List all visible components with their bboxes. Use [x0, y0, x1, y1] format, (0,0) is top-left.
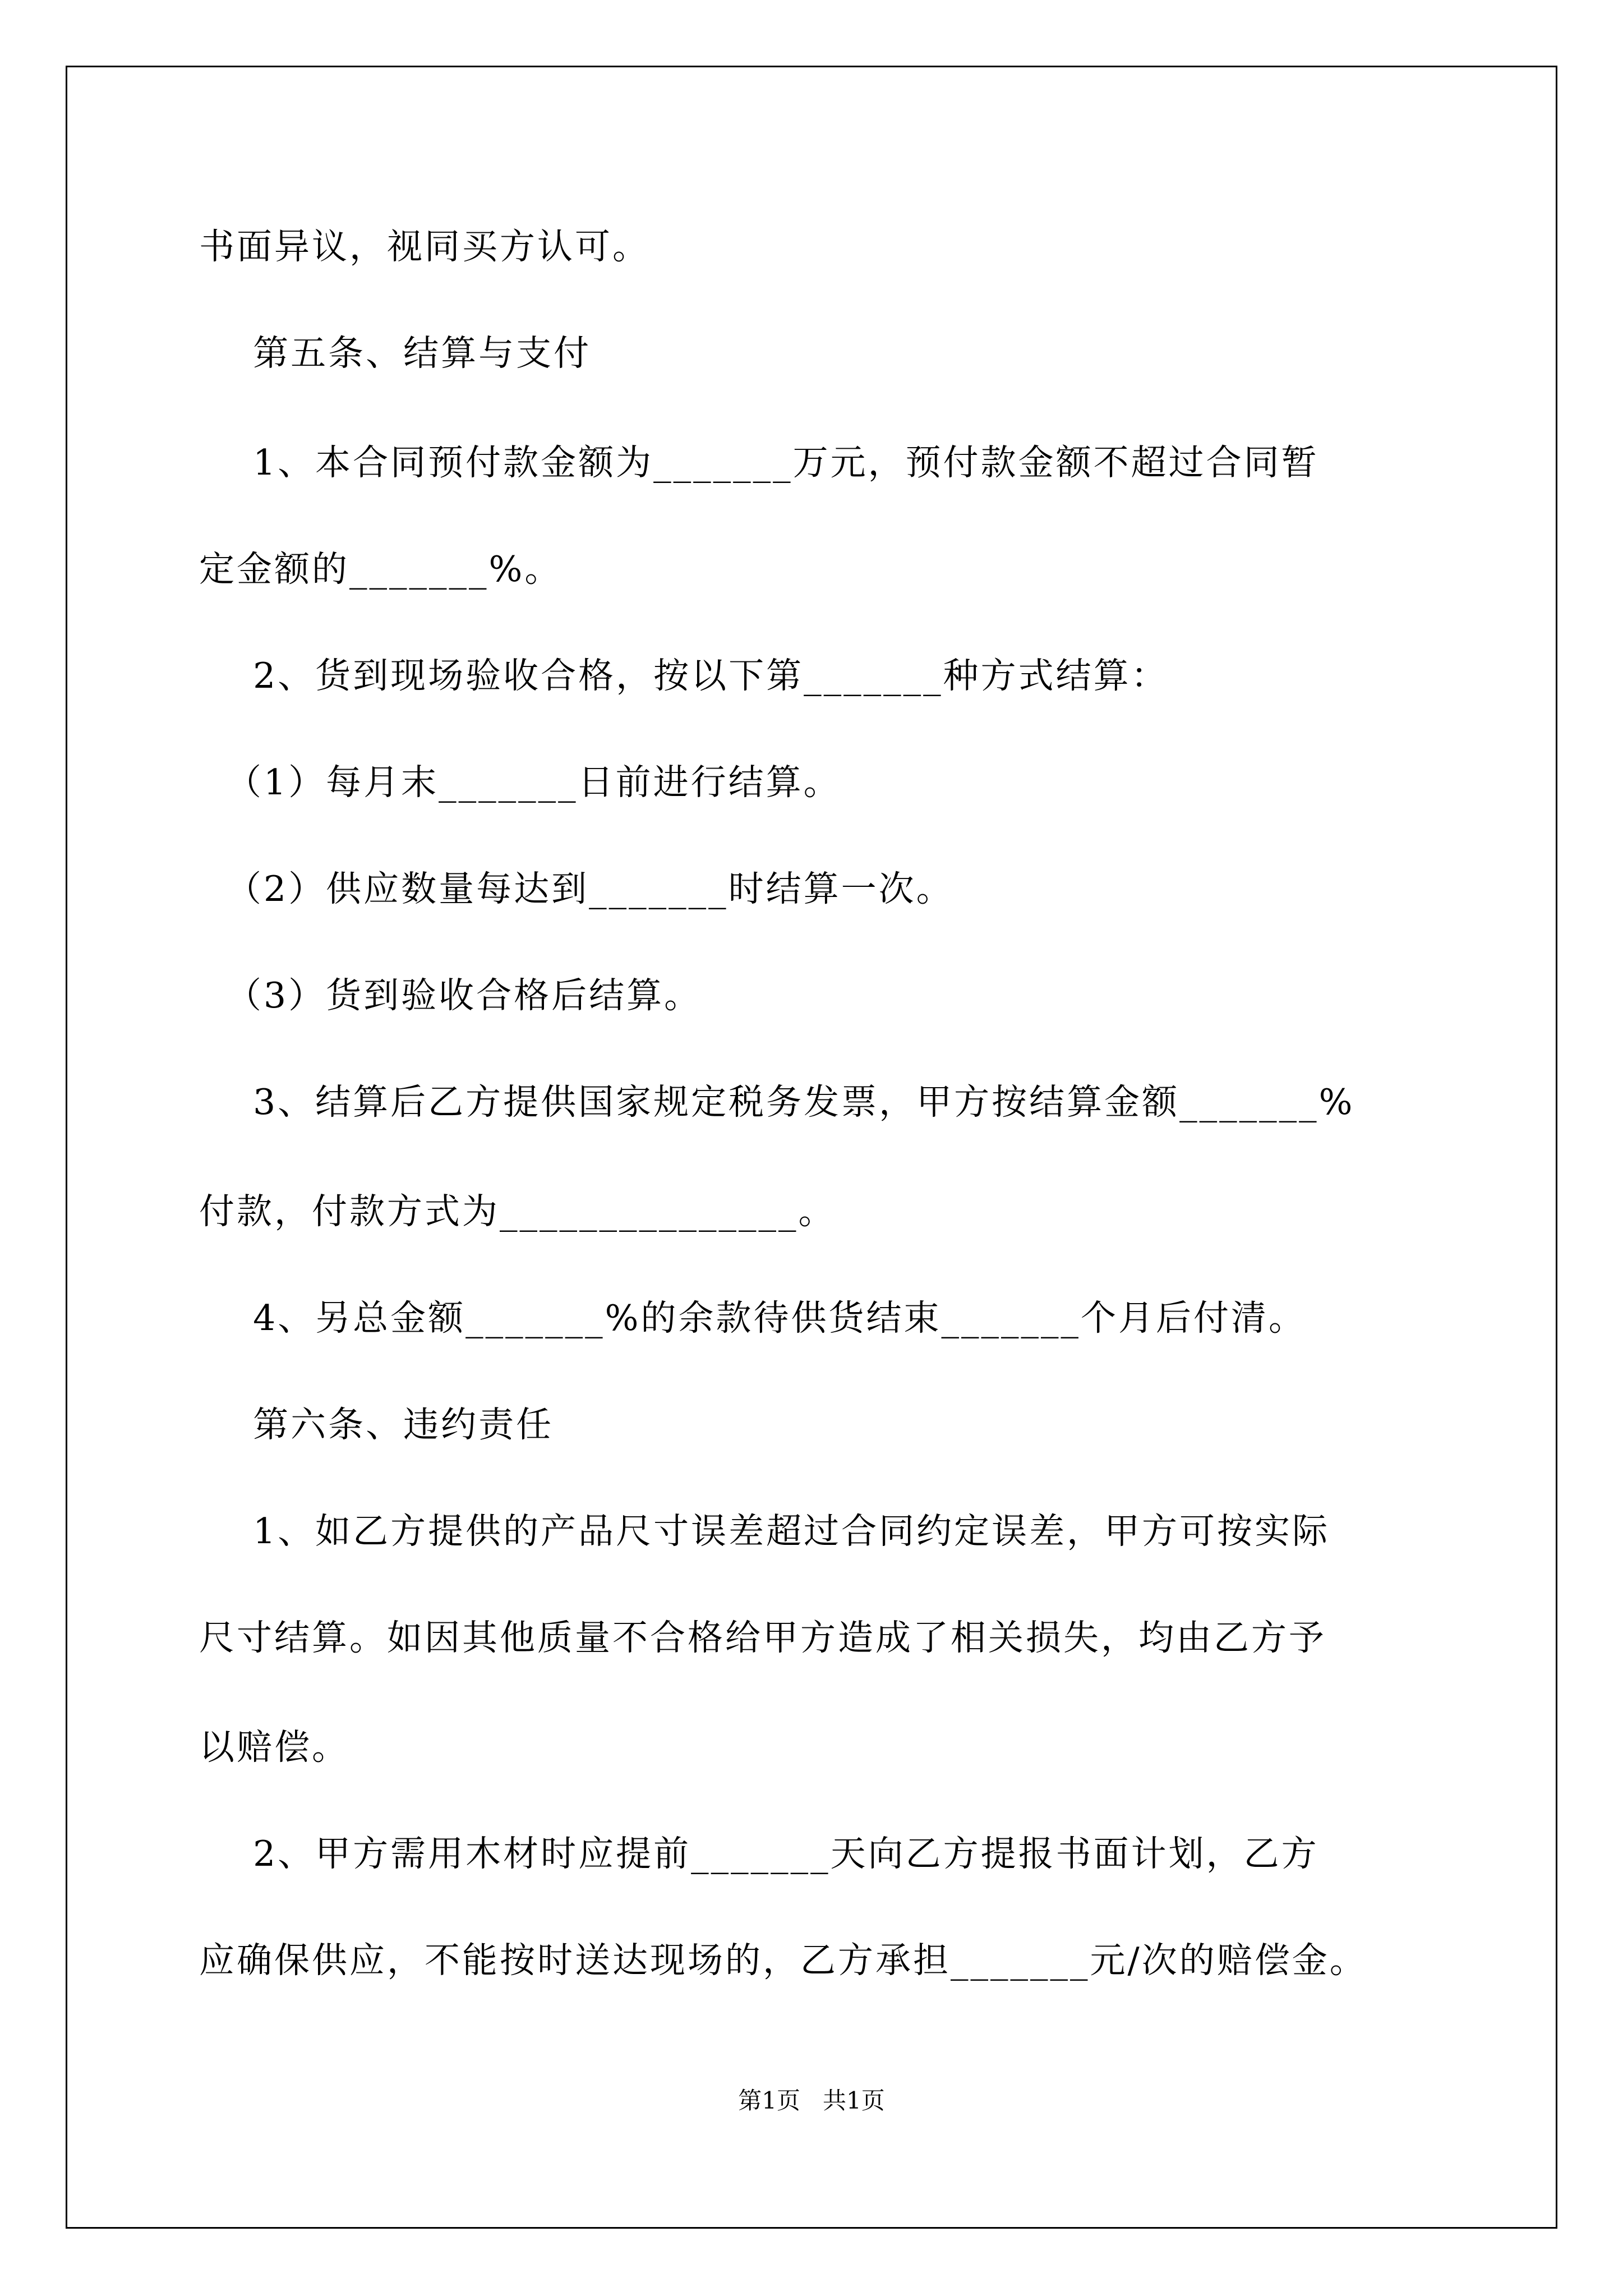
text-line: 3、结算后乙方提供国家规定税务发票，甲方按结算金额_______% [199, 1082, 1355, 1122]
text-line: 应确保供应，不能按时送达现场的，乙方承担_______元/次的赔偿金。 [199, 1940, 1367, 1981]
page-footer: 第1页 共1页 [738, 2087, 885, 2114]
text-line: 付款，付款方式为_______________。 [199, 1191, 836, 1232]
text-line: 1、如乙方提供的产品尺寸误差超过合同约定误差，甲方可按实际 [199, 1511, 1330, 1552]
text-line: 书面异议，视同买方认可。 [199, 226, 650, 267]
text-line: （1）每月末_______日前进行结算。 [199, 762, 841, 803]
text-line: 以赔偿。 [199, 1727, 349, 1768]
text-line: （3）货到验收合格后结算。 [199, 975, 702, 1016]
page-border [66, 66, 1557, 2229]
text-line: 尺寸结算。如因其他质量不合格给甲方造成了相关损失，均由乙方予 [199, 1617, 1326, 1658]
text-line: 2、甲方需用木材时应提前_______天向乙方提报书面计划，乙方 [199, 1833, 1319, 1874]
text-line: （2）供应数量每达到_______时结算一次。 [199, 868, 954, 909]
text-line: 2、货到现场验收合格，按以下第_______种方式结算： [199, 655, 1169, 696]
text-line: 定金额的_______%。 [199, 549, 562, 590]
text-line: 1、本合同预付款金额为_______万元，预付款金额不超过合同暂 [199, 442, 1319, 483]
text-line: 4、另总金额_______%的余款待供货结束_______个月后付清。 [199, 1297, 1307, 1338]
text-line: 第五条、结算与支付 [199, 333, 592, 374]
text-line: 第六条、违约责任 [199, 1404, 554, 1445]
